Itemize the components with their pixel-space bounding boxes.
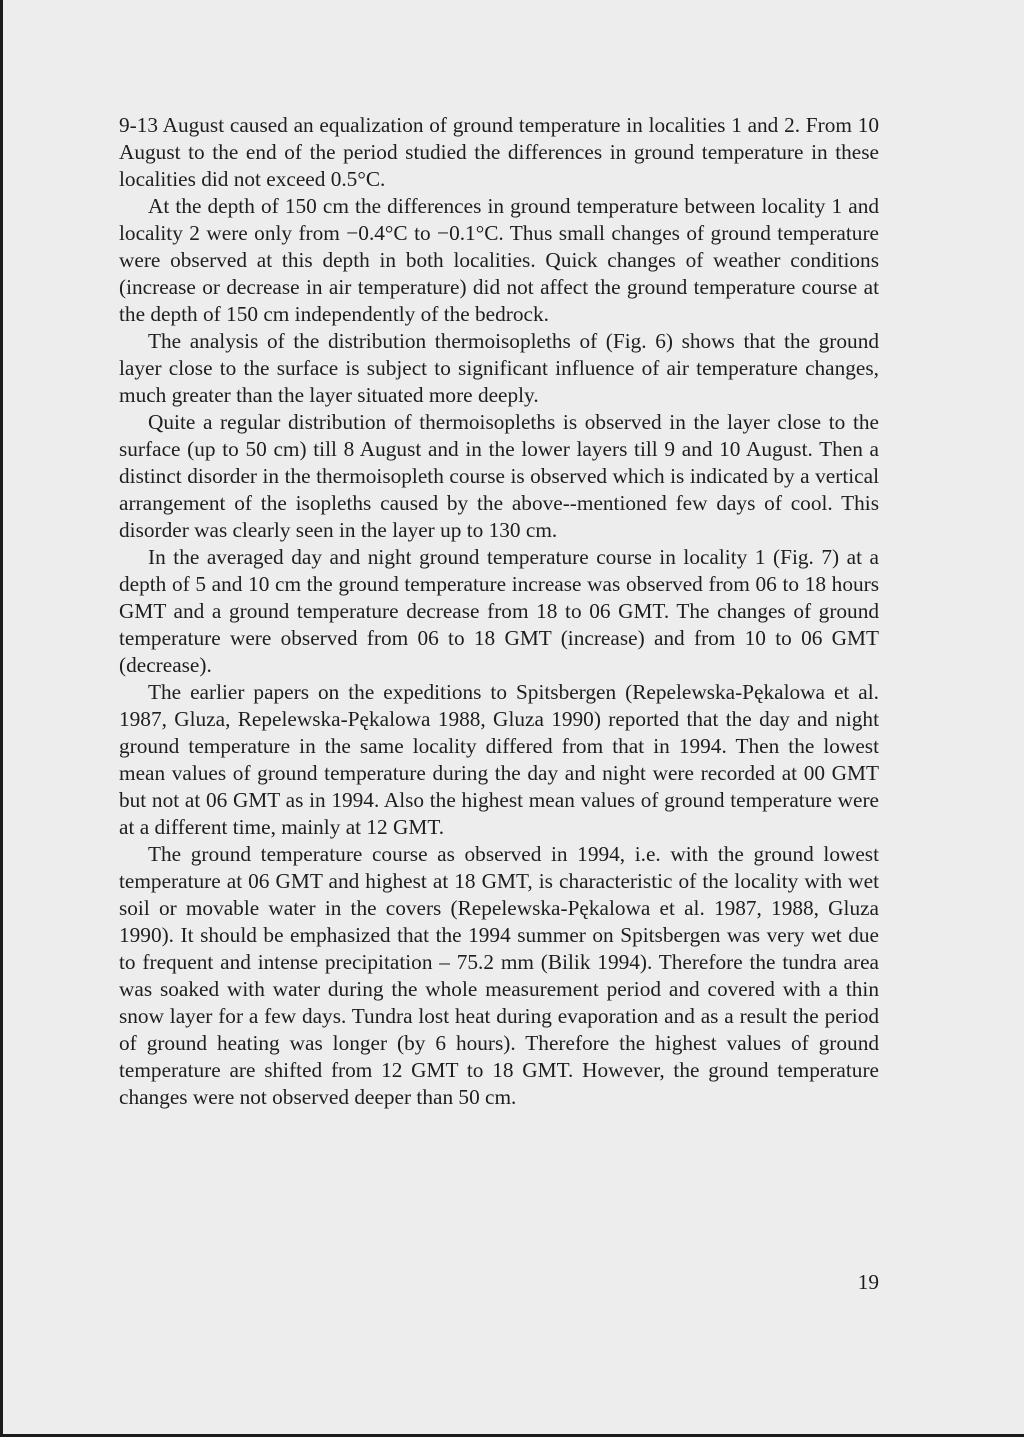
paragraph-4: Quite a regular distribution of thermoisopleths is observed in the layer close to the surface (up to 50 cm) till 8 August and in the lower layers till 9 and 10 August. Then a distinct disorder in the thermoisopleth course is observed which is indicated by a vertical arrangement of the isopleths caused by the above--mentioned few days of cool. This disorder was clearly seen in the layer up to 130 cm. <box>119 410 879 542</box>
body-text <box>119 112 879 1111</box>
paragraph-6: The earlier papers on the expeditions to Spitsbergen (Repelewska-Pękalowa et al. 1987, Gluza, Repelewska-Pękalowa 1988, Gluza 1990) reported that the day and night ground temperature in the same locality differed from that in 1994. Then the lowest mean values of ground temperature during the day and night were recorded at 00 GMT but not at 06 GMT as in 1994. Also the highest mean values of ground temperature were at a different time, mainly at 12 GMT. <box>119 680 879 839</box>
paragraph-1: 9-13 August caused an equalization of ground temperature in localities 1 and 2. From 10 August to the end of the period studied the differences in ground temperature in these localities did not exceed 0.5°C. <box>119 113 879 191</box>
page-number: 19 <box>857 1270 879 1294</box>
paragraph-3: The analysis of the distribution thermoisopleths of (Fig. 6) shows that the ground layer close to the surface is subject to significant influence of air temperature changes, much greater than the layer situated more deeply. <box>119 329 879 407</box>
paragraph-5: In the averaged day and night ground temperature course in locality 1 (Fig. 7) at a depth of 5 and 10 cm the ground temperature increase was observed from 06 to 18 hours GMT and a ground temperature decrease from 18 to 06 GMT. The changes of ground temperature were observed from 06 to 18 GMT (increase) and from 10 to 06 GMT (decrease). <box>119 545 879 677</box>
paragraph-2: At the depth of 150 cm the differences in ground temperature between locality 1 and locality 2 were only from −0.4°C to −0.1°C. Thus small changes of ground temperature were observed at this depth in both localities. Quick changes of weather conditions (increase or decrease in air temperature) did not affect the ground temperature course at the depth of 150 cm independently of the bedrock. <box>119 194 879 326</box>
paragraph-7: The ground temperature course as observed in 1994, i.e. with the ground lowest temperature at 06 GMT and highest at 18 GMT, is characteristic of the locality with wet soil or movable water in the covers (Repelewska-Pękalowa et al. 1987, 1988, Gluza 1990). It should be emphasized that the 1994 summer on Spitsbergen was very wet due to frequent and intense precipitation – 75.2 mm (Bilik 1994). Therefore the tundra area was soaked with water during the whole measurement period and covered with a thin snow layer for a few days. Tundra lost heat during evaporation and as a result the period of ground heating was longer (by 6 hours). Therefore the highest values of ground temperature are shifted from 12 GMT to 18 GMT. However, the ground temperature changes were not observed deeper than 50 cm. <box>119 842 879 1109</box>
